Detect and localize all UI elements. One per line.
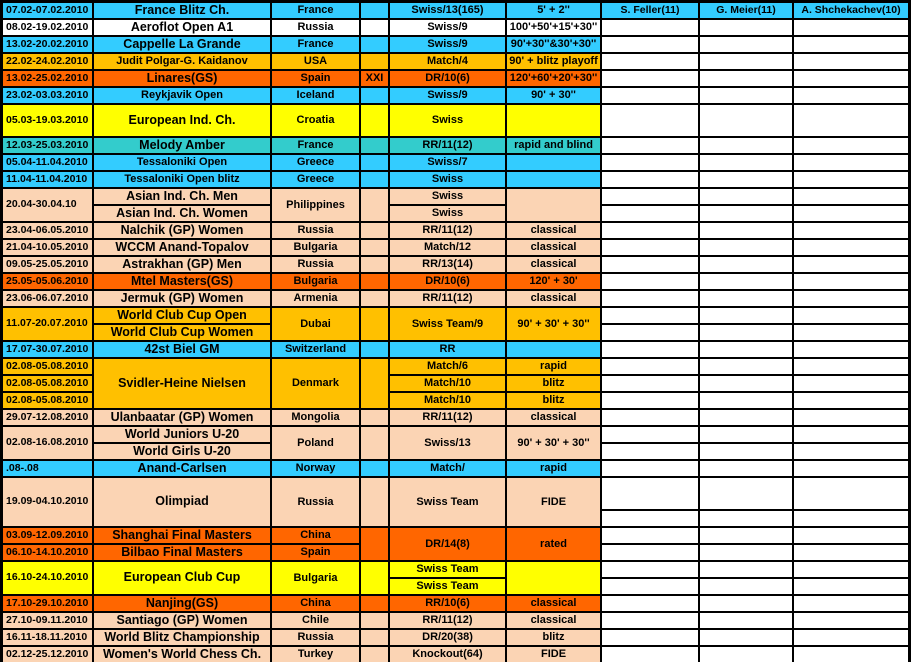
cell-shchekachev: [794, 562, 908, 577]
cell-format: RR: [390, 342, 505, 357]
cell-edition: [361, 427, 388, 459]
cell-feller: [602, 630, 698, 645]
cell-feller: [602, 240, 698, 255]
cell-meier: [700, 444, 792, 459]
cell-meier: [700, 511, 792, 526]
cell-format: Swiss/13(165): [390, 3, 505, 18]
cell-date: 02.08-05.08.2010: [3, 359, 92, 374]
cell-shchekachev: [794, 596, 908, 611]
cell-country: France: [272, 37, 359, 52]
cell-edition: [361, 172, 388, 187]
cell-shchekachev: [794, 342, 908, 357]
cell-time-control: blitz: [507, 630, 600, 645]
cell-time-control: 90'+30''&30'+30'': [507, 37, 600, 52]
cell-event: Santiago (GP) Women: [94, 613, 270, 628]
cell-format: Match/10: [390, 376, 505, 391]
cell-date: 27.10-09.11.2010: [3, 613, 92, 628]
cell-format: Swiss/9: [390, 88, 505, 103]
cell-meier: [700, 359, 792, 374]
cell-country: Greece: [272, 172, 359, 187]
cell-edition: [361, 478, 388, 526]
cell-meier: [700, 257, 792, 272]
cell-shchekachev: [794, 613, 908, 628]
cell-meier: [700, 325, 792, 340]
cell-country: China: [272, 528, 359, 543]
cell-event: Shanghai Final Masters: [94, 528, 270, 543]
cell-time-control: rated: [507, 528, 600, 560]
cell-format: Match/: [390, 461, 505, 476]
cell-country: France: [272, 3, 359, 18]
cell-feller: [602, 223, 698, 238]
cell-event: Judit Polgar-G. Kaidanov: [94, 54, 270, 69]
cell-edition: XXI: [361, 71, 388, 86]
cell-shchekachev: [794, 511, 908, 526]
cell-meier: [700, 189, 792, 204]
cell-format: RR/11(12): [390, 138, 505, 153]
cell-time-control: 120' + 30': [507, 274, 600, 289]
cell-country: Russia: [272, 20, 359, 35]
cell-country: Norway: [272, 461, 359, 476]
cell-shchekachev: [794, 206, 908, 221]
cell-country: Spain: [272, 71, 359, 86]
cell-feller: [602, 545, 698, 560]
cell-shchekachev: [794, 257, 908, 272]
cell-meier: [700, 20, 792, 35]
cell-date: 21.04-10.05.2010: [3, 240, 92, 255]
cell-shchekachev: [794, 291, 908, 306]
cell-meier: [700, 88, 792, 103]
cell-time-control: blitz: [507, 376, 600, 391]
cell-feller: [602, 308, 698, 323]
cell-event: Astrakhan (GP) Men: [94, 257, 270, 272]
cell-time-control: FIDE: [507, 647, 600, 662]
cell-event: Reykjavik Open: [94, 88, 270, 103]
cell-country: Bulgaria: [272, 562, 359, 594]
cell-country: China: [272, 596, 359, 611]
cell-time-control: rapid: [507, 461, 600, 476]
cell-meier: [700, 155, 792, 170]
cell-meier: [700, 274, 792, 289]
cell-shchekachev: [794, 647, 908, 662]
cell-date: 16.11-18.11.2010: [3, 630, 92, 645]
cell-feller: [602, 444, 698, 459]
cell-shchekachev: [794, 105, 908, 136]
cell-date: 13.02-20.02.2010: [3, 37, 92, 52]
cell-date: 23.06-06.07.2010: [3, 291, 92, 306]
cell-shchekachev: [794, 528, 908, 543]
cell-format: RR/11(12): [390, 613, 505, 628]
cell-meier: [700, 613, 792, 628]
cell-edition: [361, 528, 388, 560]
cell-meier: [700, 528, 792, 543]
cell-meier: [700, 37, 792, 52]
cell-edition: [361, 54, 388, 69]
cell-time-control: 120'+60'+20'+30'': [507, 71, 600, 86]
cell-feller: [602, 359, 698, 374]
cell-feller: [602, 478, 698, 509]
cell-shchekachev: [794, 71, 908, 86]
cell-date: 02.12-25.12.2010: [3, 647, 92, 662]
cell-format: Swiss/9: [390, 37, 505, 52]
cell-shchekachev: [794, 478, 908, 509]
cell-date: 20.04-30.04.10: [3, 189, 92, 221]
cell-edition: [361, 630, 388, 645]
cell-country: Bulgaria: [272, 274, 359, 289]
cell-event: World Blitz Championship: [94, 630, 270, 645]
cell-feller: [602, 172, 698, 187]
cell-time-control: [507, 155, 600, 170]
cell-feller: [602, 342, 698, 357]
cell-shchekachev: [794, 545, 908, 560]
cell-format: RR/13(14): [390, 257, 505, 272]
cell-event: Ulanbaatar (GP) Women: [94, 410, 270, 425]
cell-meier: [700, 223, 792, 238]
cell-country: Croatia: [272, 105, 359, 136]
cell-edition: [361, 223, 388, 238]
cell-edition: [361, 3, 388, 18]
cell-event: World Juniors U-20: [94, 427, 270, 442]
cell-format: DR/14(8): [390, 528, 505, 560]
cell-event: Jermuk (GP) Women: [94, 291, 270, 306]
cell-edition: [361, 461, 388, 476]
cell-event: Linares(GS): [94, 71, 270, 86]
cell-country: Poland: [272, 427, 359, 459]
cell-date: 23.02-03.03.2010: [3, 88, 92, 103]
cell-date: .08-.08: [3, 461, 92, 476]
cell-shchekachev: [794, 410, 908, 425]
cell-edition: [361, 410, 388, 425]
cell-event: World Club Cup Women: [94, 325, 270, 340]
cell-meier: G. Meier(11): [700, 3, 792, 18]
cell-format: RR/11(12): [390, 291, 505, 306]
cell-shchekachev: [794, 444, 908, 459]
cell-shchekachev: [794, 308, 908, 323]
cell-time-control: 90' + 30'': [507, 88, 600, 103]
cell-shchekachev: [794, 461, 908, 476]
cell-event: Melody Amber: [94, 138, 270, 153]
cell-date: 19.09-04.10.2010: [3, 478, 92, 526]
cell-meier: [700, 647, 792, 662]
cell-country: Denmark: [272, 359, 359, 408]
cell-time-control: 5' + 2'': [507, 3, 600, 18]
cell-feller: [602, 189, 698, 204]
cell-time-control: 90' + 30' + 30'': [507, 308, 600, 340]
cell-shchekachev: [794, 54, 908, 69]
cell-shchekachev: [794, 20, 908, 35]
cell-format: Match/4: [390, 54, 505, 69]
cell-country: Armenia: [272, 291, 359, 306]
cell-shchekachev: [794, 579, 908, 594]
cell-date: 03.09-12.09.2010: [3, 528, 92, 543]
cell-event: European Club Cup: [94, 562, 270, 594]
cell-event: 42st Biel GM: [94, 342, 270, 357]
cell-event: World Club Cup Open: [94, 308, 270, 323]
cell-time-control: blitz: [507, 393, 600, 408]
cell-country: Russia: [272, 223, 359, 238]
cell-feller: [602, 596, 698, 611]
cell-feller: [602, 155, 698, 170]
cell-format: RR/11(12): [390, 223, 505, 238]
cell-event: Svidler-Heine Nielsen: [94, 359, 270, 408]
cell-shchekachev: [794, 240, 908, 255]
cell-date: 06.10-14.10.2010: [3, 545, 92, 560]
cell-time-control: classical: [507, 613, 600, 628]
cell-event: WCCM Anand-Topalov: [94, 240, 270, 255]
cell-meier: [700, 410, 792, 425]
cell-feller: [602, 647, 698, 662]
cell-event: Anand-Carlsen: [94, 461, 270, 476]
cell-time-control: [507, 105, 600, 136]
cell-meier: [700, 630, 792, 645]
cell-country: Dubai: [272, 308, 359, 340]
cell-edition: [361, 88, 388, 103]
cell-feller: [602, 410, 698, 425]
cell-event: Nanjing(GS): [94, 596, 270, 611]
cell-time-control: FIDE: [507, 478, 600, 526]
cell-time-control: rapid and blind: [507, 138, 600, 153]
cell-meier: [700, 240, 792, 255]
cell-event: Cappelle La Grande: [94, 37, 270, 52]
cell-feller: [602, 376, 698, 391]
cell-event: Tessaloniki Open: [94, 155, 270, 170]
cell-event: World Girls U-20: [94, 444, 270, 459]
cell-meier: [700, 461, 792, 476]
cell-feller: [602, 325, 698, 340]
cell-edition: [361, 562, 388, 594]
cell-time-control: [507, 172, 600, 187]
cell-shchekachev: [794, 359, 908, 374]
cell-country: Spain: [272, 545, 359, 560]
cell-format: Knockout(64): [390, 647, 505, 662]
cell-country: Russia: [272, 257, 359, 272]
cell-shchekachev: [794, 223, 908, 238]
cell-time-control: classical: [507, 291, 600, 306]
cell-meier: [700, 562, 792, 577]
cell-date: 09.05-25.05.2010: [3, 257, 92, 272]
cell-feller: [602, 71, 698, 86]
cell-event: Aeroflot Open A1: [94, 20, 270, 35]
cell-date: 25.05-05.06.2010: [3, 274, 92, 289]
cell-feller: [602, 105, 698, 136]
cell-shchekachev: [794, 630, 908, 645]
cell-edition: [361, 20, 388, 35]
cell-time-control: 100'+50'+15'+30'': [507, 20, 600, 35]
cell-edition: [361, 274, 388, 289]
cell-date: 05.03-19.03.2010: [3, 105, 92, 136]
cell-feller: [602, 579, 698, 594]
cell-feller: [602, 393, 698, 408]
cell-shchekachev: [794, 37, 908, 52]
cell-feller: S. Feller(11): [602, 3, 698, 18]
cell-time-control: [507, 562, 600, 594]
cell-feller: [602, 562, 698, 577]
cell-meier: [700, 172, 792, 187]
cell-date: 02.08-05.08.2010: [3, 393, 92, 408]
cell-feller: [602, 54, 698, 69]
cell-shchekachev: [794, 172, 908, 187]
cell-event: Asian Ind. Ch. Men: [94, 189, 270, 204]
cell-feller: [602, 37, 698, 52]
cell-format: Swiss/9: [390, 20, 505, 35]
cell-event: Tessaloniki Open blitz: [94, 172, 270, 187]
cell-shchekachev: A. Shchekachev(10): [794, 3, 908, 18]
cell-time-control: classical: [507, 596, 600, 611]
cell-time-control: classical: [507, 223, 600, 238]
cell-format: DR/10(6): [390, 274, 505, 289]
cell-meier: [700, 376, 792, 391]
cell-edition: [361, 342, 388, 357]
cell-feller: [602, 461, 698, 476]
cell-edition: [361, 359, 388, 408]
cell-edition: [361, 105, 388, 136]
cell-time-control: [507, 189, 600, 221]
cell-event: Olimpiad: [94, 478, 270, 526]
cell-feller: [602, 528, 698, 543]
cell-country: Chile: [272, 613, 359, 628]
cell-meier: [700, 579, 792, 594]
cell-meier: [700, 545, 792, 560]
cell-meier: [700, 478, 792, 509]
cell-shchekachev: [794, 325, 908, 340]
cell-feller: [602, 274, 698, 289]
cell-edition: [361, 613, 388, 628]
cell-feller: [602, 138, 698, 153]
cell-edition: [361, 257, 388, 272]
cell-feller: [602, 613, 698, 628]
cell-date: 23.04-06.05.2010: [3, 223, 92, 238]
cell-format: Swiss Team: [390, 579, 505, 594]
cell-date: 13.02-25.02.2010: [3, 71, 92, 86]
cell-date: 02.08-16.08.2010: [3, 427, 92, 459]
cell-format: Match/12: [390, 240, 505, 255]
cell-date: 05.04-11.04.2010: [3, 155, 92, 170]
cell-format: Swiss Team: [390, 562, 505, 577]
cell-meier: [700, 427, 792, 442]
cell-meier: [700, 342, 792, 357]
cell-meier: [700, 393, 792, 408]
cell-edition: [361, 37, 388, 52]
cell-edition: [361, 155, 388, 170]
cell-country: Turkey: [272, 647, 359, 662]
cell-meier: [700, 54, 792, 69]
cell-time-control: classical: [507, 410, 600, 425]
cell-shchekachev: [794, 393, 908, 408]
cell-date: 07.02-07.02.2010: [3, 3, 92, 18]
cell-shchekachev: [794, 88, 908, 103]
cell-feller: [602, 88, 698, 103]
cell-event: Nalchik (GP) Women: [94, 223, 270, 238]
cell-date: 12.03-25.03.2010: [3, 138, 92, 153]
cell-format: Swiss: [390, 206, 505, 221]
cell-time-control: classical: [507, 240, 600, 255]
cell-event: Mtel Masters(GS): [94, 274, 270, 289]
cell-date: 22.02-24.02.2010: [3, 54, 92, 69]
cell-feller: [602, 20, 698, 35]
cell-edition: [361, 240, 388, 255]
cell-event: European Ind. Ch.: [94, 105, 270, 136]
cell-time-control: 90' + 30' + 30'': [507, 427, 600, 459]
cell-shchekachev: [794, 189, 908, 204]
cell-feller: [602, 291, 698, 306]
cell-edition: [361, 596, 388, 611]
cell-meier: [700, 291, 792, 306]
cell-edition: [361, 308, 388, 340]
cell-edition: [361, 647, 388, 662]
cell-format: Swiss/13: [390, 427, 505, 459]
cell-feller: [602, 427, 698, 442]
cell-meier: [700, 138, 792, 153]
cell-time-control: rapid: [507, 359, 600, 374]
cell-feller: [602, 511, 698, 526]
cell-meier: [700, 596, 792, 611]
cell-format: Match/10: [390, 393, 505, 408]
cell-country: Bulgaria: [272, 240, 359, 255]
cell-meier: [700, 308, 792, 323]
cell-format: Swiss Team/9: [390, 308, 505, 340]
cell-country: France: [272, 138, 359, 153]
cell-event: Women's World Chess Ch.: [94, 647, 270, 662]
cell-time-control: classical: [507, 257, 600, 272]
cell-event: France Blitz Ch.: [94, 3, 270, 18]
cell-event: Bilbao Final Masters: [94, 545, 270, 560]
cell-time-control: [507, 342, 600, 357]
cell-format: Match/6: [390, 359, 505, 374]
cell-format: Swiss: [390, 189, 505, 204]
cell-shchekachev: [794, 155, 908, 170]
cell-shchekachev: [794, 376, 908, 391]
cell-meier: [700, 206, 792, 221]
cell-format: Swiss/7: [390, 155, 505, 170]
cell-date: 11.07-20.07.2010: [3, 308, 92, 340]
cell-format: Swiss Team: [390, 478, 505, 526]
cell-edition: [361, 138, 388, 153]
cell-format: RR/10(6): [390, 596, 505, 611]
cell-country: Greece: [272, 155, 359, 170]
cell-shchekachev: [794, 427, 908, 442]
cell-meier: [700, 71, 792, 86]
cell-date: 16.10-24.10.2010: [3, 562, 92, 594]
cell-country: Mongolia: [272, 410, 359, 425]
cell-country: Switzerland: [272, 342, 359, 357]
cell-format: DR/10(6): [390, 71, 505, 86]
cell-feller: [602, 206, 698, 221]
cell-format: Swiss: [390, 105, 505, 136]
cell-format: Swiss: [390, 172, 505, 187]
cell-date: 02.08-05.08.2010: [3, 376, 92, 391]
cell-format: RR/11(12): [390, 410, 505, 425]
cell-country: Russia: [272, 630, 359, 645]
cell-edition: [361, 291, 388, 306]
cell-date: 17.07-30.07.2010: [3, 342, 92, 357]
cell-country: Russia: [272, 478, 359, 526]
cell-date: 11.04-11.04.2010: [3, 172, 92, 187]
cell-shchekachev: [794, 274, 908, 289]
cell-time-control: 90' + blitz playoff: [507, 54, 600, 69]
cell-date: 08.02-19.02.2010: [3, 20, 92, 35]
cell-edition: [361, 189, 388, 221]
cell-country: Iceland: [272, 88, 359, 103]
cell-shchekachev: [794, 138, 908, 153]
cell-event: Asian Ind. Ch. Women: [94, 206, 270, 221]
cell-feller: [602, 257, 698, 272]
cell-country: USA: [272, 54, 359, 69]
cell-format: DR/20(38): [390, 630, 505, 645]
cell-meier: [700, 105, 792, 136]
cell-date: 17.10-29.10.2010: [3, 596, 92, 611]
cell-country: Philippines: [272, 189, 359, 221]
cell-date: 29.07-12.08.2010: [3, 410, 92, 425]
